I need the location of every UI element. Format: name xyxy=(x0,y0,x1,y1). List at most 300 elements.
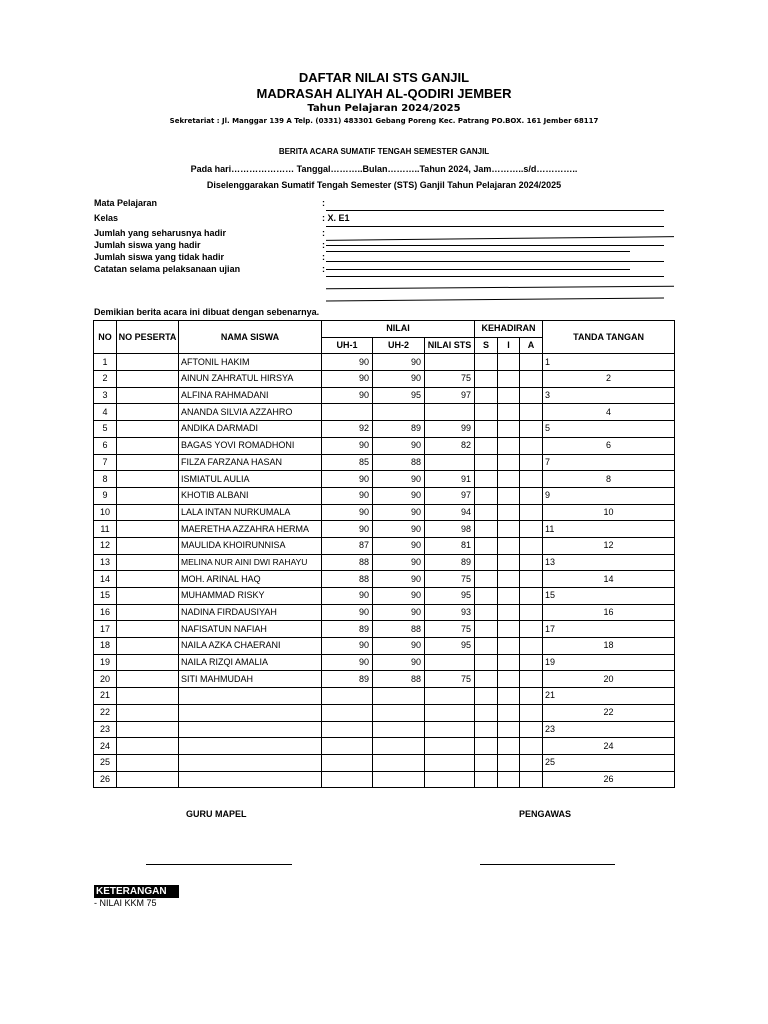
row-no-peserta xyxy=(117,371,179,388)
header-nama-siswa: NAMA SISWA xyxy=(179,321,322,354)
row-nilai-sts: 82 xyxy=(425,437,475,454)
table-row xyxy=(94,571,675,588)
row-a xyxy=(520,537,543,554)
row-no: 1 xyxy=(94,354,117,371)
table-row xyxy=(94,638,675,655)
row-nama: FILZA FARZANA HASAN xyxy=(179,454,322,471)
row-no: 3 xyxy=(94,387,117,404)
row-uh1: 90 xyxy=(322,588,373,605)
row-a xyxy=(520,721,543,738)
row-nilai-sts xyxy=(425,754,475,771)
row-uh1: 90 xyxy=(322,471,373,488)
row-no-peserta xyxy=(117,621,179,638)
pengawas-signature-line xyxy=(480,864,615,865)
row-i xyxy=(498,437,520,454)
kkm-note: - NILAI KKM 75 xyxy=(94,898,157,908)
catatan-label: Catatan selama pelaksanaan ujian xyxy=(94,264,241,274)
row-s xyxy=(475,387,498,404)
row-no-peserta xyxy=(117,504,179,521)
header-no-peserta: NO PESERTA xyxy=(117,321,179,354)
row-nilai-sts: 91 xyxy=(425,471,475,488)
table-row xyxy=(94,704,675,721)
row-no: 10 xyxy=(94,504,117,521)
row-nama: MAULIDA KHOIRUNNISA xyxy=(179,537,322,554)
row-nilai-sts: 97 xyxy=(425,387,475,404)
row-no: 8 xyxy=(94,471,117,488)
row-uh2: 90 xyxy=(373,354,425,371)
row-tanda-tangan: 1 xyxy=(543,354,675,371)
catatan-line-1 xyxy=(326,269,630,270)
row-tanda-tangan: 26 xyxy=(543,771,675,788)
row-s xyxy=(475,371,498,388)
row-no: 11 xyxy=(94,521,117,538)
row-uh1: 90 xyxy=(322,487,373,504)
row-uh2: 90 xyxy=(373,571,425,588)
row-a xyxy=(520,754,543,771)
row-i xyxy=(498,454,520,471)
row-uh1: 87 xyxy=(322,537,373,554)
row-a xyxy=(520,354,543,371)
row-a xyxy=(520,621,543,638)
seharusnya-label: Jumlah yang seharusnya hadir xyxy=(94,228,227,238)
school-address: Sekretariat : Jl. Manggar 139 A Telp. (0331) 483301 Gebang Poreng Kec. Patrang PO.BOX. 161 Jember 68117 xyxy=(169,117,599,125)
row-no-peserta xyxy=(117,404,179,421)
row-uh2: 90 xyxy=(373,504,425,521)
row-nilai-sts xyxy=(425,688,475,705)
diselenggarakan-line: Diselenggarakan Sumatif Tengah Semester (STS) Ganjil Tahun Pelajaran 2024/2025 xyxy=(206,180,562,190)
row-i xyxy=(498,721,520,738)
row-nama: NAILA RIZQI AMALIA xyxy=(179,654,322,671)
table-row xyxy=(94,504,675,521)
row-no-peserta xyxy=(117,654,179,671)
row-no-peserta xyxy=(117,421,179,438)
pengawas-label: PENGAWAS xyxy=(519,809,572,819)
nilai-table xyxy=(93,320,675,788)
row-nilai-sts: 99 xyxy=(425,421,475,438)
row-s xyxy=(475,504,498,521)
kelas-line xyxy=(326,226,664,227)
row-no-peserta xyxy=(117,487,179,504)
row-i xyxy=(498,754,520,771)
row-no-peserta xyxy=(117,354,179,371)
row-no: 18 xyxy=(94,638,117,655)
guru-mapel-label: GURU MAPEL xyxy=(186,809,247,819)
row-no-peserta xyxy=(117,571,179,588)
row-nilai-sts xyxy=(425,454,475,471)
row-uh2: 90 xyxy=(373,638,425,655)
table-row xyxy=(94,554,675,571)
row-a xyxy=(520,371,543,388)
row-no-peserta xyxy=(117,721,179,738)
row-nama: MAERETHA AZZAHRA HERMA xyxy=(179,521,322,538)
row-no-peserta xyxy=(117,387,179,404)
row-no-peserta xyxy=(117,738,179,755)
row-uh1: 89 xyxy=(322,621,373,638)
row-uh2 xyxy=(373,721,425,738)
row-no: 14 xyxy=(94,571,117,588)
row-uh1: 90 xyxy=(322,371,373,388)
catatan-line-3 xyxy=(326,286,674,289)
row-tanda-tangan: 9 xyxy=(543,487,675,504)
row-uh1 xyxy=(322,771,373,788)
row-uh1: 90 xyxy=(322,354,373,371)
row-a xyxy=(520,387,543,404)
table-row xyxy=(94,721,675,738)
row-uh2: 88 xyxy=(373,671,425,688)
row-nilai-sts: 98 xyxy=(425,521,475,538)
table-row xyxy=(94,738,675,755)
row-no: 24 xyxy=(94,738,117,755)
table-row xyxy=(94,421,675,438)
row-s xyxy=(475,604,498,621)
row-a xyxy=(520,487,543,504)
row-tanda-tangan: 19 xyxy=(543,654,675,671)
row-nilai-sts xyxy=(425,738,475,755)
doc-title: DAFTAR NILAI STS GANJIL xyxy=(298,70,470,85)
row-uh1: 90 xyxy=(322,604,373,621)
row-tanda-tangan: 13 xyxy=(543,554,675,571)
row-tanda-tangan: 12 xyxy=(543,537,675,554)
mata-pelajaran-label: Mata Pelajaran xyxy=(94,198,158,208)
row-nama xyxy=(179,771,322,788)
row-no: 5 xyxy=(94,421,117,438)
row-nama: ANANDA SILVIA AZZAHRO xyxy=(179,404,322,421)
row-nilai-sts xyxy=(425,404,475,421)
row-tanda-tangan: 8 xyxy=(543,471,675,488)
row-tanda-tangan: 21 xyxy=(543,688,675,705)
row-uh1: 90 xyxy=(322,387,373,404)
row-s xyxy=(475,404,498,421)
row-nilai-sts: 75 xyxy=(425,571,475,588)
row-tanda-tangan: 4 xyxy=(543,404,675,421)
row-i xyxy=(498,571,520,588)
row-no-peserta xyxy=(117,471,179,488)
row-nama: NAILA AZKA CHAERANI xyxy=(179,638,322,655)
row-uh2 xyxy=(373,738,425,755)
row-i xyxy=(498,604,520,621)
row-i xyxy=(498,771,520,788)
kelas-value: : X. E1 xyxy=(322,213,350,223)
row-a xyxy=(520,421,543,438)
row-uh2 xyxy=(373,771,425,788)
table-row xyxy=(94,537,675,554)
header-i: I xyxy=(498,337,520,354)
row-nama: ANDIKA DARMADI xyxy=(179,421,322,438)
row-i xyxy=(498,621,520,638)
row-s xyxy=(475,588,498,605)
row-uh1: 89 xyxy=(322,671,373,688)
row-no: 6 xyxy=(94,437,117,454)
header-a: A xyxy=(520,337,543,354)
row-i xyxy=(498,471,520,488)
pada-hari-line: Pada hari………………… Tanggal………..Bulan………..Tahun 2024, Jam………..s/d………….. xyxy=(190,164,578,174)
row-s xyxy=(475,487,498,504)
header-uh2: UH-2 xyxy=(373,337,425,354)
row-nilai-sts: 95 xyxy=(425,588,475,605)
row-nilai-sts: 95 xyxy=(425,638,475,655)
row-no: 19 xyxy=(94,654,117,671)
catatan-colon: : xyxy=(322,264,325,274)
row-tanda-tangan: 10 xyxy=(543,504,675,521)
row-i xyxy=(498,738,520,755)
row-no: 9 xyxy=(94,487,117,504)
berita-acara-title: BERITA ACARA SUMATIF TENGAH SEMESTER GANJIL xyxy=(278,147,490,156)
row-tanda-tangan: 17 xyxy=(543,621,675,638)
row-nama xyxy=(179,738,322,755)
row-s xyxy=(475,771,498,788)
row-a xyxy=(520,504,543,521)
seharusnya-line xyxy=(326,236,674,241)
row-nama: MELINA NUR AINI DWI RAHAYU xyxy=(179,554,322,571)
row-i xyxy=(498,638,520,655)
row-no: 22 xyxy=(94,704,117,721)
row-nilai-sts: 75 xyxy=(425,371,475,388)
row-no: 2 xyxy=(94,371,117,388)
table-row xyxy=(94,654,675,671)
mata-pelajaran-value: : xyxy=(322,198,325,208)
table-row xyxy=(94,471,675,488)
row-i xyxy=(498,588,520,605)
hadir-line-2 xyxy=(326,251,630,252)
row-nilai-sts: 89 xyxy=(425,554,475,571)
row-nama: AFTONIL HAKIM xyxy=(179,354,322,371)
row-uh1 xyxy=(322,704,373,721)
row-i xyxy=(498,521,520,538)
row-tanda-tangan: 16 xyxy=(543,604,675,621)
row-uh2: 90 xyxy=(373,604,425,621)
row-tanda-tangan: 23 xyxy=(543,721,675,738)
row-no-peserta xyxy=(117,437,179,454)
table-row xyxy=(94,354,675,371)
row-uh2: 90 xyxy=(373,371,425,388)
seharusnya-colon: : xyxy=(322,228,325,238)
row-i xyxy=(498,671,520,688)
table-row xyxy=(94,588,675,605)
guru-signature-line xyxy=(146,864,292,865)
demikian-text: Demikian berita acara ini dibuat dengan sebenarnya. xyxy=(94,307,320,317)
row-a xyxy=(520,671,543,688)
row-no-peserta xyxy=(117,521,179,538)
row-a xyxy=(520,704,543,721)
table-row xyxy=(94,487,675,504)
table-row xyxy=(94,604,675,621)
academic-year: Tahun Pelajaran 2024/2025 xyxy=(307,103,461,114)
row-no: 26 xyxy=(94,771,117,788)
row-nilai-sts xyxy=(425,354,475,371)
row-uh2 xyxy=(373,704,425,721)
row-s xyxy=(475,354,498,371)
row-s xyxy=(475,571,498,588)
row-i xyxy=(498,654,520,671)
row-i xyxy=(498,404,520,421)
row-a xyxy=(520,654,543,671)
row-s xyxy=(475,454,498,471)
row-no: 15 xyxy=(94,588,117,605)
row-uh1: 88 xyxy=(322,571,373,588)
row-uh2: 88 xyxy=(373,454,425,471)
row-nama xyxy=(179,688,322,705)
row-nilai-sts: 81 xyxy=(425,537,475,554)
row-s xyxy=(475,437,498,454)
row-nama: LALA INTAN NURKUMALA xyxy=(179,504,322,521)
row-s xyxy=(475,554,498,571)
row-a xyxy=(520,588,543,605)
row-nama xyxy=(179,754,322,771)
row-uh2 xyxy=(373,404,425,421)
row-no-peserta xyxy=(117,704,179,721)
row-nilai-sts: 97 xyxy=(425,487,475,504)
row-tanda-tangan: 14 xyxy=(543,571,675,588)
hadir-colon: : xyxy=(322,240,325,250)
row-a xyxy=(520,404,543,421)
row-uh1: 90 xyxy=(322,504,373,521)
row-nama: AINUN ZAHRATUL HIRSYA xyxy=(179,371,322,388)
row-no: 7 xyxy=(94,454,117,471)
row-uh1: 90 xyxy=(322,521,373,538)
row-s xyxy=(475,638,498,655)
hadir-label: Jumlah siswa yang hadir xyxy=(94,240,201,250)
row-a xyxy=(520,471,543,488)
row-i xyxy=(498,387,520,404)
row-no: 12 xyxy=(94,537,117,554)
row-nama xyxy=(179,721,322,738)
row-uh2: 90 xyxy=(373,654,425,671)
school-name: MADRASAH ALIYAH AL-QODIRI JEMBER xyxy=(256,86,512,101)
row-uh1: 88 xyxy=(322,554,373,571)
header-tanda-tangan: TANDA TANGAN xyxy=(543,321,675,354)
row-s xyxy=(475,471,498,488)
header-kehadiran: KEHADIRAN xyxy=(475,321,543,338)
row-uh2: 90 xyxy=(373,537,425,554)
row-a xyxy=(520,454,543,471)
row-nilai-sts xyxy=(425,704,475,721)
row-uh1 xyxy=(322,721,373,738)
row-s xyxy=(475,654,498,671)
row-s xyxy=(475,754,498,771)
row-uh2: 90 xyxy=(373,521,425,538)
row-no-peserta xyxy=(117,554,179,571)
kelas-label: Kelas xyxy=(94,213,119,223)
row-uh1: 90 xyxy=(322,638,373,655)
row-tanda-tangan: 25 xyxy=(543,754,675,771)
table-row xyxy=(94,754,675,771)
row-no-peserta xyxy=(117,537,179,554)
hadir-line xyxy=(326,245,664,246)
keterangan-label: KETERANGAN xyxy=(94,885,179,898)
row-nama: MUHAMMAD RISKY xyxy=(179,588,322,605)
row-nilai-sts xyxy=(425,721,475,738)
row-nama: KHOTIB ALBANI xyxy=(179,487,322,504)
row-a xyxy=(520,604,543,621)
row-no: 13 xyxy=(94,554,117,571)
row-no-peserta xyxy=(117,754,179,771)
row-no-peserta xyxy=(117,588,179,605)
row-no: 21 xyxy=(94,688,117,705)
tidak-hadir-label: Jumlah siswa yang tidak hadir xyxy=(94,252,225,262)
row-a xyxy=(520,638,543,655)
row-no: 4 xyxy=(94,404,117,421)
row-tanda-tangan: 15 xyxy=(543,588,675,605)
row-no: 23 xyxy=(94,721,117,738)
row-s xyxy=(475,738,498,755)
row-uh2: 90 xyxy=(373,437,425,454)
row-no: 20 xyxy=(94,671,117,688)
row-a xyxy=(520,738,543,755)
row-s xyxy=(475,721,498,738)
row-a xyxy=(520,521,543,538)
table-row xyxy=(94,387,675,404)
table-row xyxy=(94,771,675,788)
row-uh1 xyxy=(322,754,373,771)
row-a xyxy=(520,688,543,705)
header-uh1: UH-1 xyxy=(322,337,373,354)
table-row xyxy=(94,688,675,705)
row-s xyxy=(475,521,498,538)
row-no: 17 xyxy=(94,621,117,638)
row-uh2: 95 xyxy=(373,387,425,404)
row-nama: ISMIATUL AULIA xyxy=(179,471,322,488)
row-nama: NADINA FIRDAUSIYAH xyxy=(179,604,322,621)
table-row xyxy=(94,521,675,538)
header-nilai-sts: NILAI STS xyxy=(425,337,475,354)
row-nama: ALFINA RAHMADANI xyxy=(179,387,322,404)
row-nilai-sts: 75 xyxy=(425,671,475,688)
row-uh1: 92 xyxy=(322,421,373,438)
row-s xyxy=(475,537,498,554)
row-uh1 xyxy=(322,404,373,421)
row-no-peserta xyxy=(117,671,179,688)
row-uh2: 90 xyxy=(373,487,425,504)
table-row xyxy=(94,437,675,454)
row-i xyxy=(498,421,520,438)
row-tanda-tangan: 6 xyxy=(543,437,675,454)
row-no-peserta xyxy=(117,604,179,621)
table-row xyxy=(94,671,675,688)
row-no-peserta xyxy=(117,454,179,471)
row-tanda-tangan: 22 xyxy=(543,704,675,721)
catatan-line-2 xyxy=(326,276,664,277)
row-no-peserta xyxy=(117,771,179,788)
row-s xyxy=(475,704,498,721)
row-nilai-sts xyxy=(425,654,475,671)
row-i xyxy=(498,354,520,371)
header-s: S xyxy=(475,337,498,354)
row-nilai-sts: 75 xyxy=(425,621,475,638)
row-a xyxy=(520,554,543,571)
row-s xyxy=(475,621,498,638)
row-uh2 xyxy=(373,754,425,771)
row-a xyxy=(520,437,543,454)
row-nilai-sts xyxy=(425,771,475,788)
row-s xyxy=(475,688,498,705)
row-no: 16 xyxy=(94,604,117,621)
row-nama: MOH. ARINAL HAQ xyxy=(179,571,322,588)
row-uh2: 88 xyxy=(373,621,425,638)
row-i xyxy=(498,371,520,388)
row-i xyxy=(498,487,520,504)
row-i xyxy=(498,504,520,521)
row-tanda-tangan: 20 xyxy=(543,671,675,688)
tidak-hadir-colon: : xyxy=(322,252,325,262)
row-i xyxy=(498,688,520,705)
table-row xyxy=(94,404,675,421)
row-nama: SITI MAHMUDAH xyxy=(179,671,322,688)
row-uh1: 90 xyxy=(322,654,373,671)
row-uh1: 85 xyxy=(322,454,373,471)
row-i xyxy=(498,537,520,554)
row-tanda-tangan: 5 xyxy=(543,421,675,438)
row-uh2: 90 xyxy=(373,554,425,571)
